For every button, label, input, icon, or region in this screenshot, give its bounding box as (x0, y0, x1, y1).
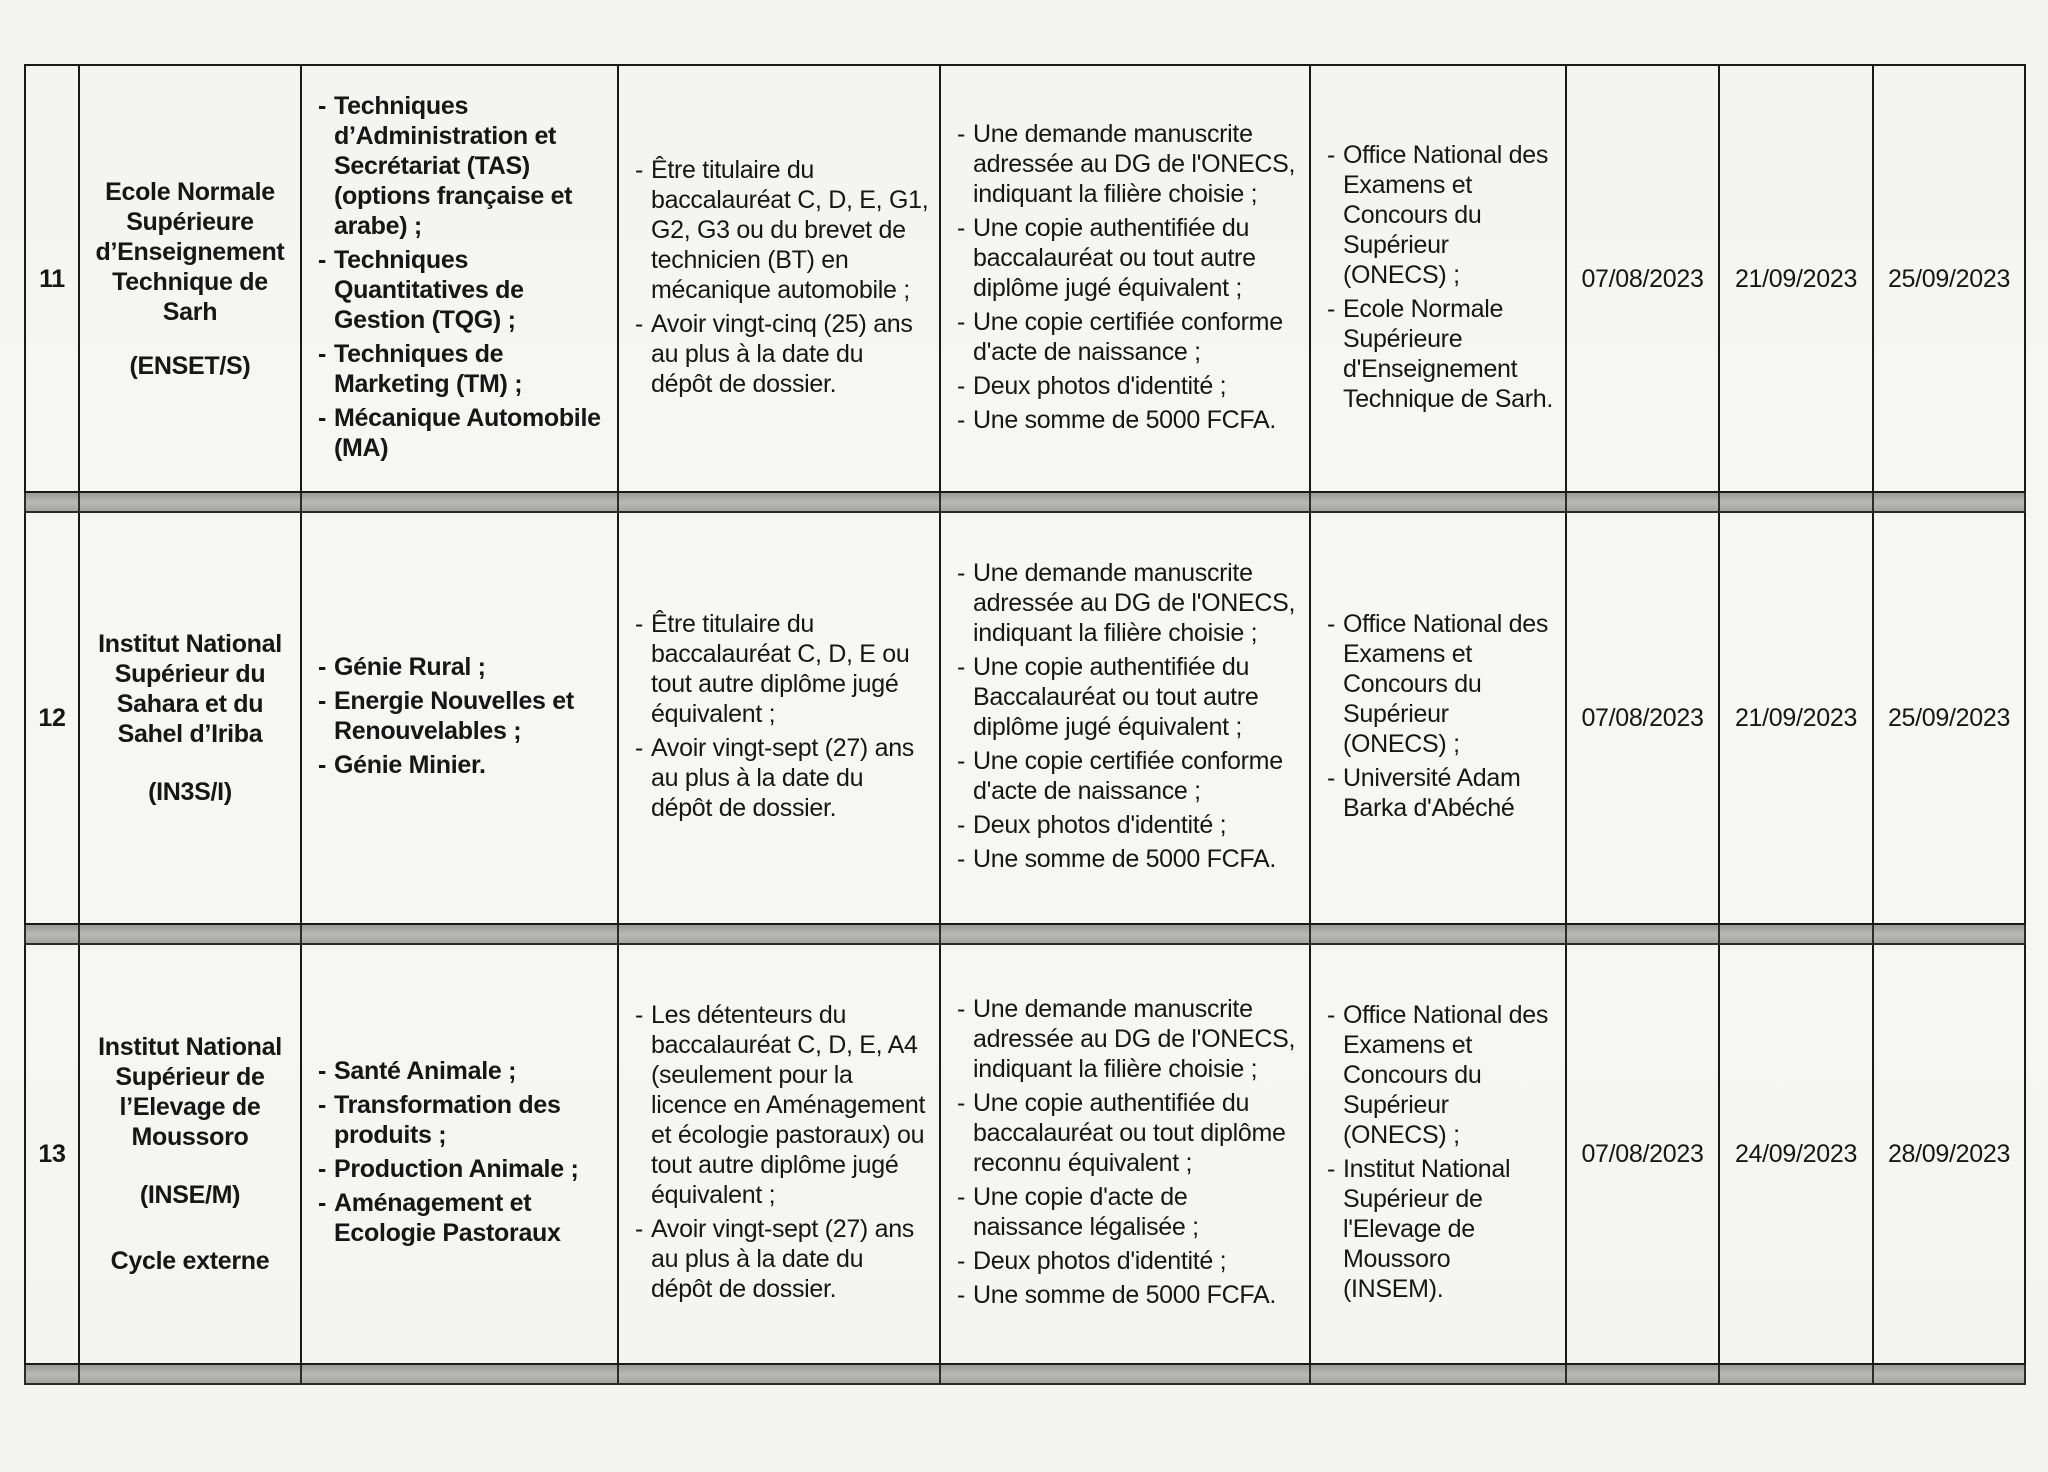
organizers-list (1311, 1000, 1565, 1304)
list-item: - Les détenteurs du baccalauréat C, D, E, A4 (seulement pour la licence en Aménagement et écologie pastoraux) ou tout autre diplôme jugé équivalent ; (635, 1000, 929, 1210)
programs-cell (301, 944, 618, 1364)
list-item: - Une demande manuscrite adressée au DG de l'ONECS, indiquant la filière choisie ; (957, 119, 1299, 209)
list-item: - Office National des Examens et Concours du Supérieur (ONECS) ; (1327, 609, 1555, 759)
conditions-cell (618, 512, 940, 924)
table-row (25, 65, 2025, 492)
list-item: - Santé Animale ; (318, 1056, 607, 1086)
date-cell: 07/08/2023 (1566, 65, 1719, 492)
list-item: - Génie Rural ; (318, 652, 607, 682)
documents-list (941, 119, 1309, 435)
list-item: - Avoir vingt-sept (27) ans au plus à la date du dépôt de dossier. (635, 733, 929, 823)
list-item: - Une copie certifiée conforme d'acte de naissance ; (957, 746, 1299, 806)
list-item: - Mécanique Automobile (MA) (318, 403, 607, 463)
institution-abbreviation: (INSE/M) (139, 1181, 241, 1209)
date-cell: 21/09/2023 (1719, 512, 1873, 924)
programs-cell (301, 512, 618, 924)
row-number: 13 (25, 944, 79, 1364)
conditions-list (619, 609, 939, 823)
list-item: - Aménagement et Ecologie Pastoraux (318, 1188, 607, 1248)
institution-abbreviation: (ENSET/S) (129, 351, 251, 380)
list-item: - Génie Minier. (318, 750, 607, 780)
list-item: - Une demande manuscrite adressée au DG de l'ONECS, indiquant la filière choisie ; (957, 994, 1299, 1084)
list-item: - Ecole Normale Supérieure d'Enseignement Technique de Sarh. (1327, 294, 1555, 414)
list-item: - Une somme de 5000 FCFA. (957, 1280, 1299, 1310)
programs-list (302, 1056, 617, 1248)
date-cell: 21/09/2023 (1719, 65, 1873, 492)
list-item: - Institut National Supérieur de l'Elevage de Moussoro (INSEM). (1327, 1154, 1555, 1304)
institution-cell (79, 512, 301, 924)
list-item: - Une copie d'acte de naissance légalisée ; (957, 1182, 1299, 1242)
separator-row (25, 1364, 2025, 1384)
date-cell: 24/09/2023 (1719, 944, 1873, 1364)
list-item: - Être titulaire du baccalauréat C, D, E ou tout autre diplôme jugé équivalent ; (635, 609, 929, 729)
list-item: - Production Animale ; (318, 1154, 607, 1184)
documents-cell (940, 512, 1310, 924)
list-item: - Deux photos d'identité ; (957, 810, 1299, 840)
programs-list (302, 652, 617, 780)
documents-list (941, 558, 1309, 874)
conditions-cell (618, 944, 940, 1364)
date-cell: 25/09/2023 (1873, 65, 2025, 492)
separator-row (25, 924, 2025, 944)
table-row (25, 944, 2025, 1364)
list-item: - Une copie authentifiée du Baccalauréat ou tout autre diplôme jugé équivalent ; (957, 652, 1299, 742)
list-item: - Être titulaire du baccalauréat C, D, E, G1, G2, G3 ou du brevet de technicien (BT) en mécanique automobile ; (635, 155, 929, 305)
institution-name: Institut National Supérieur de l’Elevage de Moussoro (98, 1033, 282, 1151)
list-item: - Techniques d’Administration et Secrétariat (TAS) (options française et arabe) ; (318, 91, 607, 241)
recruitment-table (24, 64, 2026, 1385)
separator-row (25, 492, 2025, 512)
list-item: - Une copie authentifiée du baccalauréat ou tout autre diplôme jugé équivalent ; (957, 213, 1299, 303)
organizers-list (1311, 140, 1565, 414)
documents-list (941, 994, 1309, 1310)
programs-cell (301, 65, 618, 492)
list-item: - Université Adam Barka d'Abéché (1327, 763, 1555, 823)
institution-cell (79, 944, 301, 1364)
programs-list (302, 91, 617, 463)
list-item: - Deux photos d'identité ; (957, 1246, 1299, 1276)
organizers-cell (1310, 65, 1566, 492)
institution-cycle: Cycle externe (110, 1247, 270, 1275)
documents-cell (940, 65, 1310, 492)
list-item: - Transformation des produits ; (318, 1090, 607, 1150)
institution-cell (79, 65, 301, 492)
row-number: 12 (25, 512, 79, 924)
list-item: - Energie Nouvelles et Renouvelables ; (318, 686, 607, 746)
documents-cell (940, 944, 1310, 1364)
list-item: - Avoir vingt-sept (27) ans au plus à la date du dépôt de dossier. (635, 1214, 929, 1304)
list-item: - Une somme de 5000 FCFA. (957, 405, 1299, 435)
conditions-cell (618, 65, 940, 492)
list-item: - Une somme de 5000 FCFA. (957, 844, 1299, 874)
organizers-cell (1310, 944, 1566, 1364)
date-cell: 25/09/2023 (1873, 512, 2025, 924)
list-item: - Une demande manuscrite adressée au DG de l'ONECS, indiquant la filière choisie ; (957, 558, 1299, 648)
date-cell: 07/08/2023 (1566, 944, 1719, 1364)
conditions-list (619, 1000, 939, 1304)
organizers-list (1311, 609, 1565, 823)
table-row (25, 512, 2025, 924)
list-item: - Avoir vingt-cinq (25) ans au plus à la date du dépôt de dossier. (635, 309, 929, 399)
row-number: 11 (25, 65, 79, 492)
organizers-cell (1310, 512, 1566, 924)
list-item: - Techniques Quantitatives de Gestion (TQG) ; (318, 245, 607, 335)
institution-name: Ecole Normale Supérieure d’Enseignement Technique de Sarh (95, 177, 285, 326)
institution-abbreviation: (IN3S/I) (148, 778, 232, 806)
date-cell: 28/09/2023 (1873, 944, 2025, 1364)
conditions-list (619, 155, 939, 399)
list-item: - Une copie authentifiée du baccalauréat ou tout diplôme reconnu équivalent ; (957, 1088, 1299, 1178)
list-item: - Office National des Examens et Concours du Supérieur (ONECS) ; (1327, 1000, 1555, 1150)
list-item: - Techniques de Marketing (TM) ; (318, 339, 607, 399)
list-item: - Une copie certifiée conforme d'acte de naissance ; (957, 307, 1299, 367)
date-cell: 07/08/2023 (1566, 512, 1719, 924)
institution-name: Institut National Supérieur du Sahara et du Sahel d’Iriba (98, 630, 282, 748)
list-item: - Office National des Examens et Concours du Supérieur (ONECS) ; (1327, 140, 1555, 290)
list-item: - Deux photos d'identité ; (957, 371, 1299, 401)
